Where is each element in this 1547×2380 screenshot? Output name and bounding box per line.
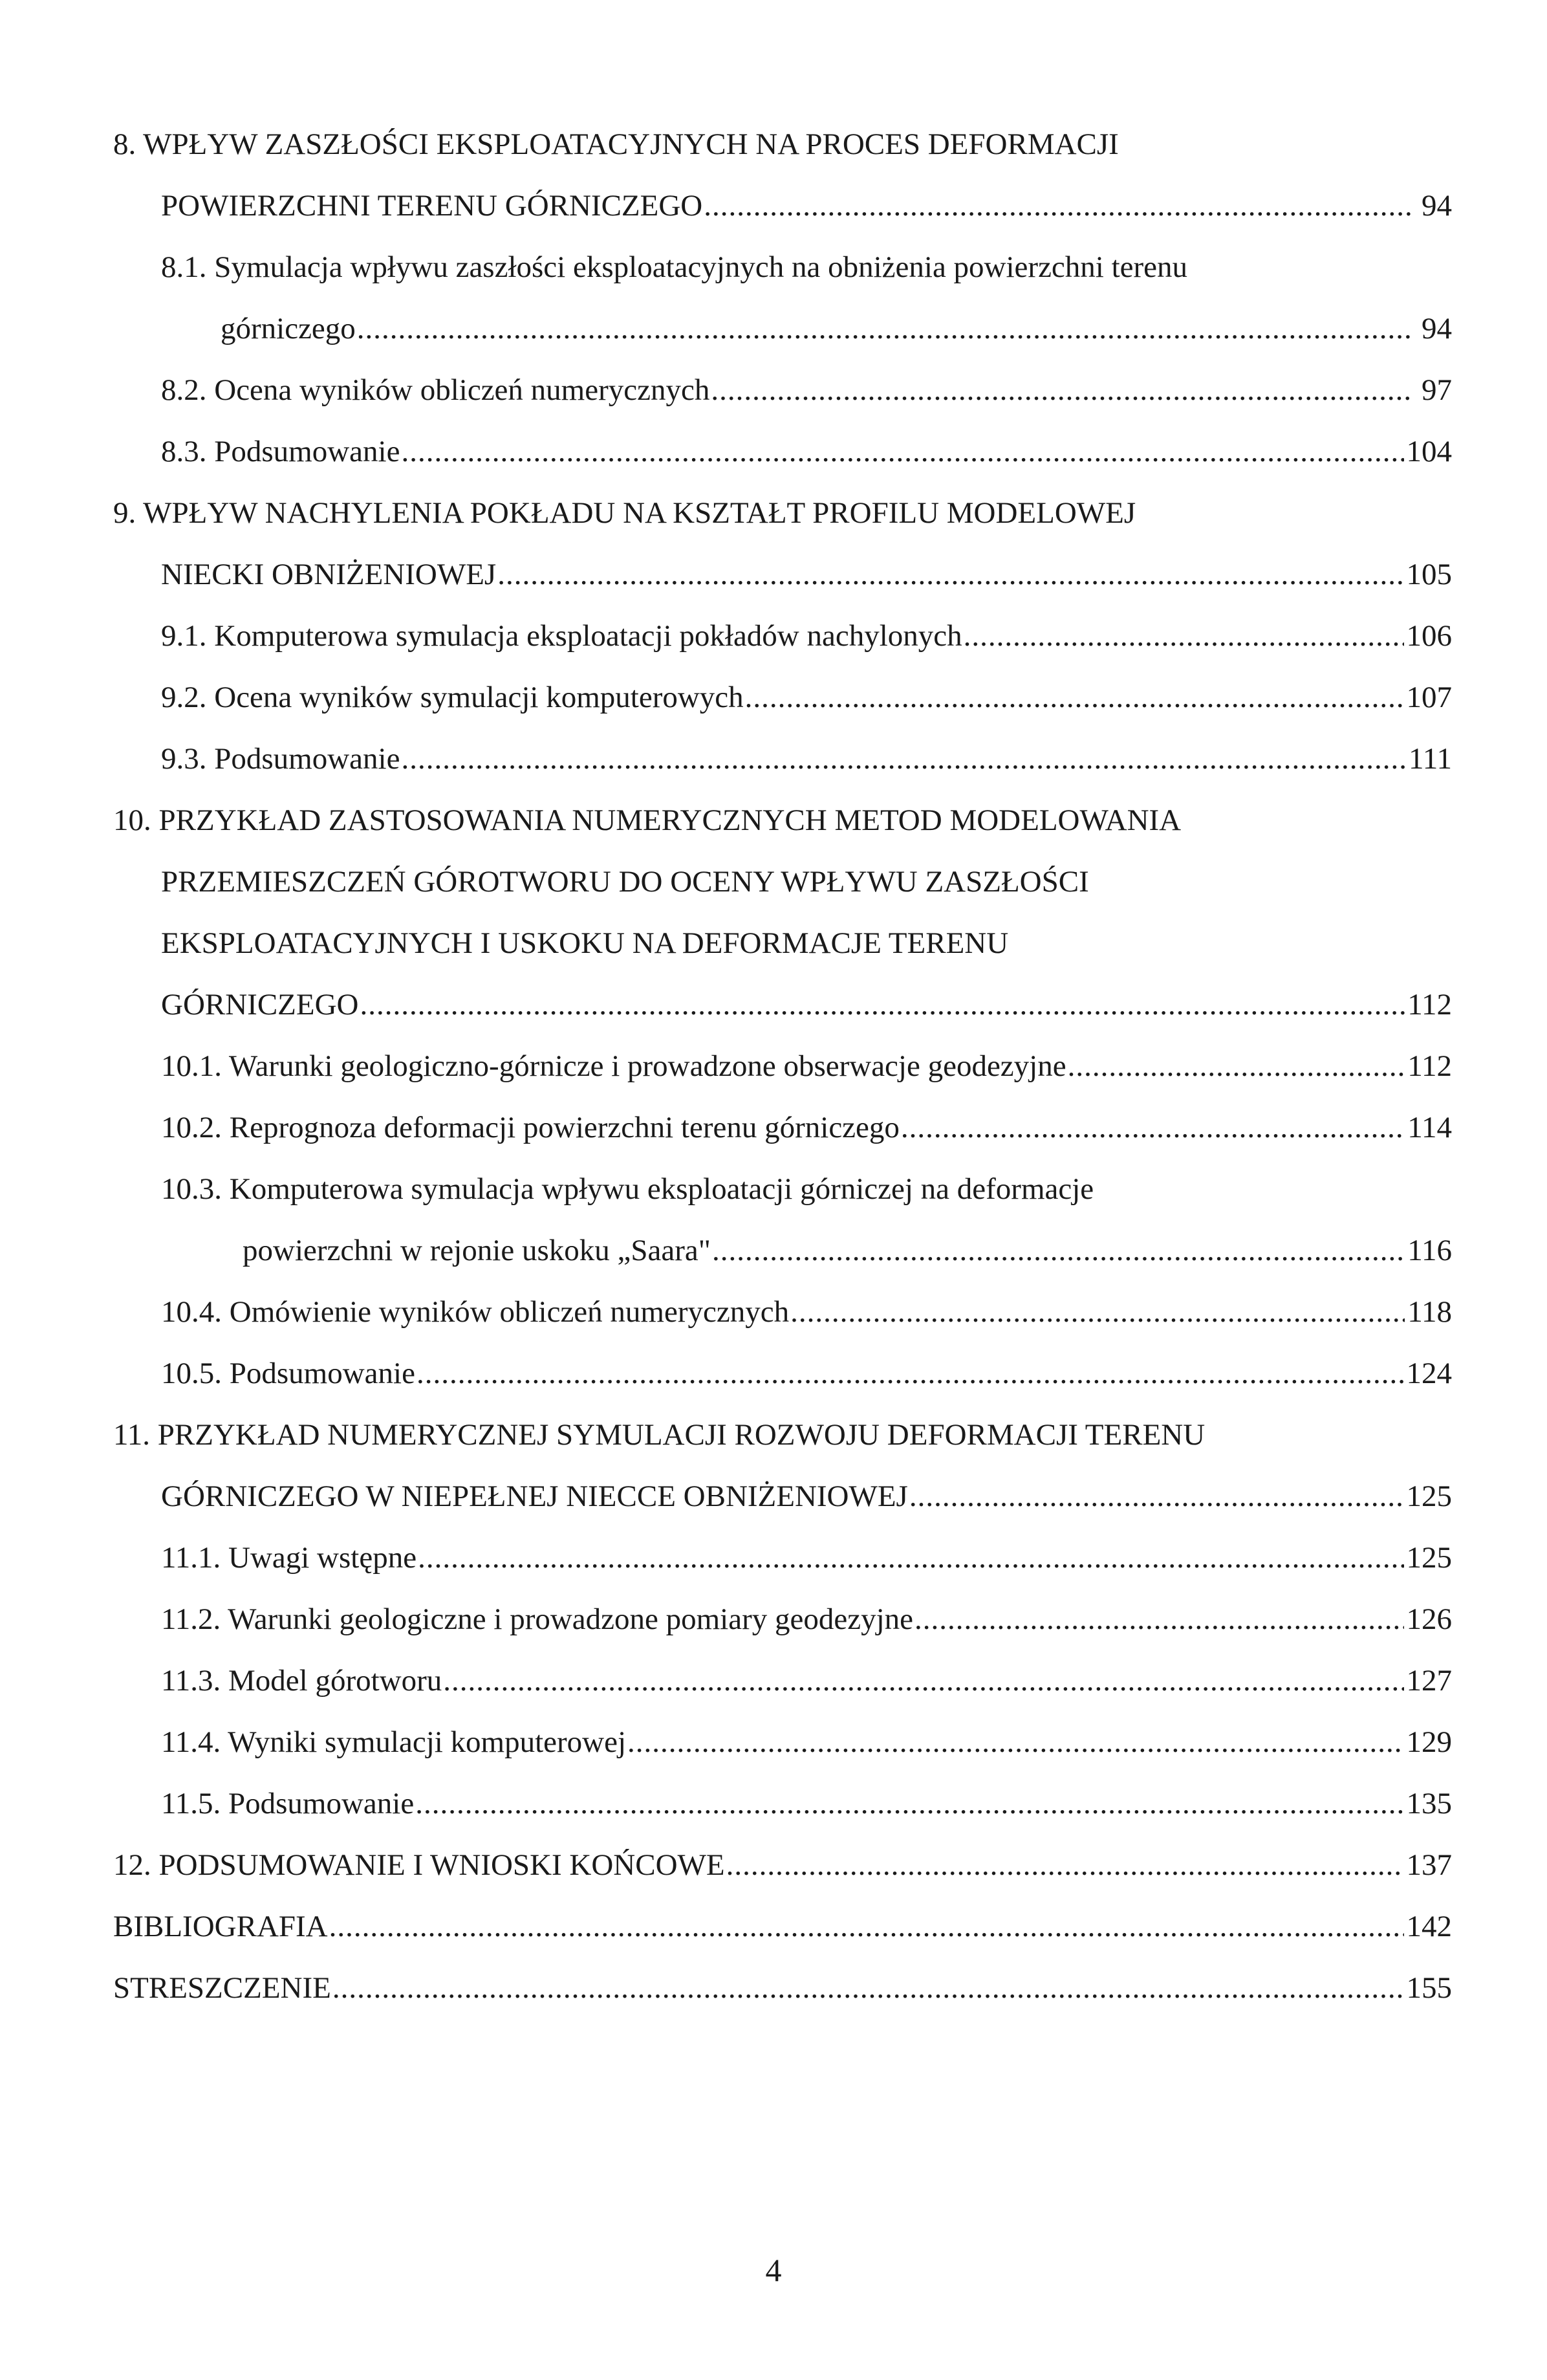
toc-entry-line: górniczego [221, 312, 356, 345]
toc-page-number: 106 [1406, 619, 1452, 653]
toc-entry-section-11-5[interactable] [113, 1773, 1452, 1835]
toc-page-number: 129 [1406, 1725, 1452, 1759]
toc-page-number: 126 [1406, 1602, 1452, 1636]
toc-entry-bibliography[interactable] [113, 1896, 1452, 1958]
toc-page-number: 127 [1406, 1664, 1452, 1698]
toc-page-number: 125 [1406, 1541, 1452, 1575]
toc-entry-section-10-4[interactable] [113, 1282, 1452, 1343]
toc-entry-abstract[interactable] [113, 1958, 1452, 2019]
toc-entry-line: EKSPLOATACYJNYCH I USKOKU NA DEFORMACJE TERENU [161, 926, 1009, 960]
toc-entry-line: GÓRNICZEGO W NIEPEŁNEJ NIECCE OBNIŻENIOWEJ [161, 1479, 908, 1513]
toc-page-number: 116 [1407, 1234, 1452, 1267]
leader-dots [901, 1097, 1405, 1159]
toc-entry-line: 9.1. Komputerowa symulacja eksploatacji pokładów nachylonych [161, 619, 962, 653]
leader-dots [745, 667, 1404, 728]
toc-page-number: 105 [1406, 558, 1452, 591]
toc-entry-line: 10.5. Podsumowanie [161, 1357, 415, 1390]
leader-dots [415, 1773, 1403, 1835]
toc-entry-line: PRZEMIESZCZEŃ GÓROTWORU DO OCENY WPŁYWU ZASZŁOŚCI [161, 865, 1089, 899]
toc-entry-section-9-1[interactable] [113, 606, 1452, 667]
toc-page-number: 107 [1406, 681, 1452, 714]
toc-entry-chapter-10[interactable] [113, 790, 1452, 1036]
toc-entry-line: 10. PRZYKŁAD ZASTOSOWANIA NUMERYCZNYCH METOD MODELOWANIA [113, 803, 1182, 837]
leader-dots [712, 1220, 1405, 1282]
toc-entry-section-9-3[interactable] [113, 728, 1452, 790]
toc-page-number: 142 [1406, 1910, 1452, 1943]
toc-entry-line: 10.4. Omówienie wyników obliczeń numerycznych [161, 1295, 790, 1329]
toc-page-number: 155 [1406, 1971, 1452, 2005]
leader-dots [726, 1835, 1404, 1896]
toc-entry-section-8-1[interactable] [113, 237, 1452, 360]
toc-entry-line: 9.2. Ocena wyników symulacji komputerowych [161, 681, 744, 714]
toc-entry-section-10-1[interactable] [113, 1036, 1452, 1097]
leader-dots [964, 606, 1404, 667]
toc-entry-line: GÓRNICZEGO [161, 988, 359, 1021]
toc-entry-line: 8.1. Symulacja wpływu zaszłości eksploatacyjnych na obniżenia powierzchni terenu [161, 250, 1188, 284]
toc-entry-chapter-8[interactable] [113, 114, 1452, 237]
leader-dots [357, 298, 1411, 360]
toc-entry-line: 8. WPŁYW ZASZŁOŚCI EKSPLOATACYJNYCH NA PROCES DEFORMACJI [113, 127, 1119, 161]
toc-entry-chapter-11[interactable] [113, 1404, 1452, 1527]
toc-page-number: 104 [1406, 435, 1452, 468]
toc-entry-line: 10.2. Reprognoza deformacji powierzchni terenu górniczego [161, 1111, 900, 1144]
toc-entry-line: POWIERZCHNI TERENU GÓRNICZEGO [161, 189, 703, 223]
leader-dots [914, 1589, 1404, 1650]
toc-entry-section-10-3[interactable] [113, 1159, 1452, 1282]
leader-dots [443, 1650, 1403, 1712]
leader-dots [401, 728, 1406, 790]
leader-dots [329, 1896, 1404, 1958]
toc-entry-section-11-4[interactable] [113, 1712, 1452, 1773]
page-number: 4 [765, 2252, 782, 2288]
toc-page-number: 112 [1407, 1049, 1452, 1083]
toc-entry-section-11-2[interactable] [113, 1589, 1452, 1650]
toc-entry-line: 10.3. Komputerowa symulacja wpływu eksploatacji górniczej na deformacje [161, 1172, 1094, 1206]
toc-entry-line: STRESZCZENIE [113, 1971, 331, 2005]
leader-dots [360, 974, 1405, 1036]
toc-entry-section-10-5[interactable] [113, 1343, 1452, 1404]
toc-entry-section-8-2[interactable] [113, 360, 1452, 421]
leader-dots [418, 1527, 1403, 1589]
toc-entry-line: 11. PRZYKŁAD NUMERYCZNEJ SYMULACJI ROZWOJU DEFORMACJI TERENU [113, 1418, 1206, 1452]
toc-entry-line: 11.4. Wyniki symulacji komputerowej [161, 1725, 627, 1759]
leader-dots [909, 1466, 1404, 1527]
toc-page-number: 124 [1406, 1357, 1452, 1390]
toc-entry-line: 8.2. Ocena wyników obliczeń numerycznych [161, 373, 710, 407]
toc-entry-line: 12. PODSUMOWANIE I WNIOSKI KOŃCOWE [113, 1848, 725, 1882]
toc-page-number: 137 [1406, 1848, 1452, 1882]
leader-dots [711, 360, 1411, 421]
leader-dots [416, 1343, 1404, 1404]
toc-page-number: 135 [1406, 1787, 1452, 1820]
toc-entry-line: 11.3. Model górotworu [161, 1664, 442, 1698]
toc-page-number: 112 [1407, 988, 1452, 1021]
toc-entry-line: 9. WPŁYW NACHYLENIA POKŁADU NA KSZTAŁT PROFILU MODELOWEJ [113, 496, 1136, 530]
toc-page-number: 94 [1422, 312, 1452, 345]
leader-dots [401, 421, 1403, 483]
table-of-contents [113, 114, 1452, 2019]
toc-entry-line: powierzchni w rejonie uskoku „Saara" [243, 1234, 711, 1267]
toc-page-number: 125 [1406, 1479, 1452, 1513]
leader-dots [627, 1712, 1403, 1773]
leader-dots [1068, 1036, 1405, 1097]
toc-entry-line: 11.2. Warunki geologiczne i prowadzone pomiary geodezyjne [161, 1602, 913, 1636]
toc-entry-chapter-12[interactable] [113, 1835, 1452, 1896]
leader-dots [332, 1958, 1404, 2019]
toc-entry-section-10-2[interactable] [113, 1097, 1452, 1159]
toc-entry-chapter-9[interactable] [113, 483, 1452, 606]
toc-entry-section-11-1[interactable] [113, 1527, 1452, 1589]
toc-page-number: 97 [1422, 373, 1452, 407]
toc-entry-line: 10.1. Warunki geologiczno-górnicze i prowadzone obserwacje geodezyjne [161, 1049, 1066, 1083]
toc-entry-line: 11.5. Podsumowanie [161, 1787, 415, 1820]
toc-entry-line: 11.1. Uwagi wstępne [161, 1541, 417, 1575]
toc-entry-section-11-3[interactable] [113, 1650, 1452, 1712]
toc-page-number: 118 [1407, 1295, 1452, 1329]
toc-entry-section-9-2[interactable] [113, 667, 1452, 728]
toc-entry-line: 9.3. Podsumowanie [161, 742, 400, 776]
toc-entry-line: 8.3. Podsumowanie [161, 435, 400, 468]
leader-dots [790, 1282, 1405, 1343]
leader-dots [704, 175, 1411, 237]
leader-dots [497, 544, 1403, 606]
toc-entry-line: BIBLIOGRAFIA [113, 1910, 328, 1943]
toc-entry-line: NIECKI OBNIŻENIOWEJ [161, 558, 497, 591]
toc-page-number: 111 [1408, 742, 1452, 776]
toc-page-number: 114 [1407, 1111, 1452, 1144]
toc-entry-section-8-3[interactable] [113, 421, 1452, 483]
toc-page-number: 94 [1422, 189, 1452, 223]
